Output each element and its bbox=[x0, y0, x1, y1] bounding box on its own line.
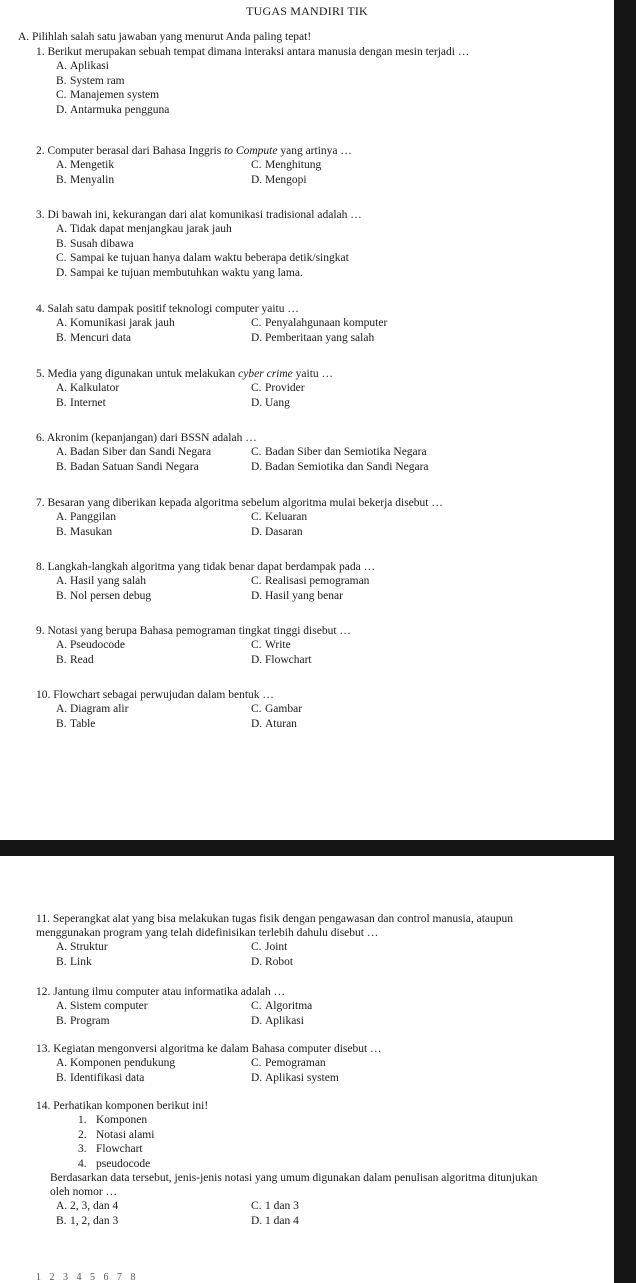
question-2 bbox=[36, 144, 606, 187]
list-item: 1. Komponen bbox=[78, 1114, 148, 1126]
option-b[interactable]: B. Program bbox=[56, 1014, 110, 1027]
options-grid bbox=[56, 1199, 556, 1228]
options-grid bbox=[56, 381, 606, 410]
option-b[interactable]: B. 1, 2, dan 3 bbox=[56, 1214, 119, 1227]
option-c[interactable]: C. Realisasi pemograman bbox=[251, 575, 370, 587]
question-6 bbox=[36, 431, 606, 474]
question-stem: 10. Flowchart sebagai perwujudan dalam bentuk … bbox=[36, 689, 274, 701]
option-a[interactable]: A. Panggilan bbox=[56, 511, 116, 523]
option-d[interactable]: D. Mengopi bbox=[251, 173, 307, 186]
option-a[interactable]: A. 2, 3, dan 4 bbox=[56, 1200, 119, 1212]
options-grid bbox=[56, 702, 606, 731]
option-d[interactable]: D. Badan Semiotika dan Sandi Negara bbox=[251, 460, 429, 473]
option-a[interactable]: A. Pseudocode bbox=[56, 639, 125, 651]
question-stem: 2. Computer berasal dari Bahasa Inggris to Compute yang artinya … bbox=[36, 145, 352, 157]
screen-edge-bar bbox=[614, 0, 636, 1283]
page-gap bbox=[0, 840, 636, 856]
option-b[interactable]: B. Badan Satuan Sandi Negara bbox=[56, 460, 199, 473]
options-list bbox=[56, 59, 606, 117]
option-a[interactable]: A. Komponen pendukung bbox=[56, 1057, 176, 1069]
question-stem: 1. Berikut merupakan sebuah tempat dimana interaksi antara manusia dengan mesin terjadi … bbox=[36, 46, 470, 58]
list-item: 4. pseudocode bbox=[78, 1157, 151, 1170]
options-grid bbox=[56, 1056, 606, 1085]
option-c[interactable]: C. Gambar bbox=[251, 703, 303, 715]
option-c[interactable]: C. Menghitung bbox=[251, 159, 322, 171]
option-c[interactable]: C. Badan Siber dan Semiotika Negara bbox=[251, 446, 427, 458]
option-a[interactable]: A. Kalkulator bbox=[56, 382, 120, 394]
option-d[interactable]: D. Sampai ke tujuan membutuhkan waktu yang lama. bbox=[56, 266, 303, 279]
question-stem-followup: Berdasarkan data tersebut, jenis-jenis notasi yang umum digunakan dalam penulisan algoritma ditunjukan oleh nomor … bbox=[50, 1172, 538, 1198]
option-d[interactable]: D. Pemberitaan yang salah bbox=[251, 331, 375, 344]
option-a[interactable]: A. Sistem computer bbox=[56, 1000, 148, 1012]
option-a[interactable]: A. Diagram alir bbox=[56, 703, 129, 715]
question-stem: 5. Media yang digunakan untuk melakukan cyber crime yaitu … bbox=[36, 368, 334, 380]
option-a[interactable]: A. Struktur bbox=[56, 941, 108, 953]
page-title: TUGAS MANDIRI TIK bbox=[246, 4, 368, 18]
option-a[interactable]: A. Badan Siber dan Sandi Negara bbox=[56, 446, 212, 458]
option-d[interactable]: D. Hasil yang benar bbox=[251, 589, 343, 602]
option-b[interactable]: B. Link bbox=[56, 955, 92, 968]
option-d[interactable]: D. Aplikasi bbox=[251, 1014, 304, 1027]
option-d[interactable]: D. Flowchart bbox=[251, 653, 312, 666]
question-stem: 9. Notasi yang berupa Bahasa pemograman tingkat tinggi disebut … bbox=[36, 625, 351, 637]
options-grid bbox=[56, 316, 606, 345]
options-grid bbox=[56, 574, 606, 603]
option-d[interactable]: D. Dasaran bbox=[251, 525, 303, 538]
option-c[interactable]: C. Joint bbox=[251, 941, 288, 953]
question-13 bbox=[36, 1042, 606, 1085]
option-b[interactable]: B. Internet bbox=[56, 396, 106, 409]
options-grid bbox=[56, 510, 606, 539]
option-b[interactable]: B. Nol persen debug bbox=[56, 589, 152, 602]
option-d[interactable]: D. Robot bbox=[251, 955, 294, 968]
question-4 bbox=[36, 302, 606, 345]
option-d[interactable]: D. Aplikasi system bbox=[251, 1071, 339, 1084]
option-c[interactable]: C. Algoritma bbox=[251, 1000, 313, 1012]
options-grid bbox=[56, 999, 606, 1028]
option-c[interactable]: C. Keluaran bbox=[251, 511, 308, 523]
option-b[interactable]: B. Read bbox=[56, 653, 94, 666]
component-list bbox=[78, 1113, 556, 1171]
option-b[interactable]: B. Mencuri data bbox=[56, 331, 131, 344]
list-item: 3. Flowchart bbox=[78, 1143, 143, 1155]
option-c[interactable]: C. Sampai ke tujuan hanya dalam waktu beberapa detik/singkat bbox=[56, 252, 349, 264]
option-b[interactable]: B. Table bbox=[56, 717, 96, 730]
question-stem: 13. Kegiatan mengonversi algoritma ke dalam Bahasa computer disebut … bbox=[36, 1043, 382, 1055]
question-11 bbox=[36, 912, 556, 969]
option-b[interactable]: B. Masukan bbox=[56, 525, 113, 538]
option-c[interactable]: C. Write bbox=[251, 639, 291, 651]
options-grid bbox=[56, 638, 606, 667]
option-b[interactable]: B. Menyalin bbox=[56, 173, 115, 186]
option-c[interactable]: C. Pemograman bbox=[251, 1057, 326, 1069]
option-d[interactable]: D. 1 dan 4 bbox=[251, 1214, 299, 1227]
question-stem: 6. Akronim (kepanjangan) dari BSSN adalah … bbox=[36, 432, 257, 444]
options-grid bbox=[56, 445, 606, 474]
question-stem: 14. Perhatikan komponen berikut ini! bbox=[36, 1100, 209, 1112]
option-a[interactable]: A. Mengetik bbox=[56, 159, 115, 171]
list-item: 2. Notasi alami bbox=[78, 1128, 155, 1141]
question-10 bbox=[36, 688, 606, 731]
question-stem: 7. Besaran yang diberikan kepada algoritma sebelum algoritma mulai bekerja disebut … bbox=[36, 497, 443, 509]
option-c[interactable]: C. Provider bbox=[251, 382, 305, 394]
option-a[interactable]: A. Aplikasi bbox=[56, 60, 109, 72]
options-grid bbox=[56, 940, 556, 969]
option-c[interactable]: C. Manajemen system bbox=[56, 89, 160, 101]
question-14 bbox=[36, 1099, 556, 1228]
question-9 bbox=[36, 624, 606, 667]
option-d[interactable]: D. Uang bbox=[251, 396, 290, 409]
options-grid bbox=[56, 158, 606, 187]
section-instruction: A. Pilihlah salah satu jawaban yang menurut Anda paling tepat! bbox=[18, 31, 312, 43]
question-stem: 4. Salah satu dampak positif teknologi computer yaitu … bbox=[36, 303, 299, 315]
question-stem: 12. Jantung ilmu computer atau informatika adalah … bbox=[36, 986, 286, 998]
question-stem: 11. Seperangkat alat yang bisa melakukan tugas fisik dengan pengawasan dan control manusia, ataupun menggunakan program yang telah didefinisikan terlebih dahulu disebut … bbox=[36, 913, 514, 939]
option-d[interactable]: D. Antarmuka pengguna bbox=[56, 103, 170, 116]
option-d[interactable]: D. Aturan bbox=[251, 717, 297, 730]
option-b[interactable]: B. System ram bbox=[56, 74, 125, 87]
question-5 bbox=[36, 367, 606, 410]
cutoff-text: 1 2 3 4 5 6 7 8 bbox=[36, 1272, 139, 1283]
question-7 bbox=[36, 496, 606, 539]
question-3 bbox=[36, 208, 606, 280]
option-a[interactable]: A. Tidak dapat menjangkau jarak jauh bbox=[56, 223, 232, 235]
option-c[interactable]: C. 1 dan 3 bbox=[251, 1200, 299, 1212]
option-a[interactable]: A. Komunikasi jarak jauh bbox=[56, 317, 175, 329]
option-a[interactable]: A. Hasil yang salah bbox=[56, 575, 147, 587]
question-12 bbox=[36, 985, 606, 1028]
worksheet-page-2 bbox=[0, 856, 614, 1283]
question-stem: 3. Di bawah ini, kekurangan dari alat komunikasi tradisional adalah … bbox=[36, 209, 362, 221]
option-b[interactable]: B. Susah dibawa bbox=[56, 237, 134, 250]
question-stem: 8. Langkah-langkah algoritma yang tidak benar dapat berdampak pada … bbox=[36, 561, 376, 573]
question-8 bbox=[36, 560, 606, 603]
option-c[interactable]: C. Penyalahgunaan komputer bbox=[251, 317, 388, 329]
question-1 bbox=[36, 45, 606, 117]
option-b[interactable]: B. Identifikasi data bbox=[56, 1071, 145, 1084]
options-list bbox=[56, 222, 606, 280]
